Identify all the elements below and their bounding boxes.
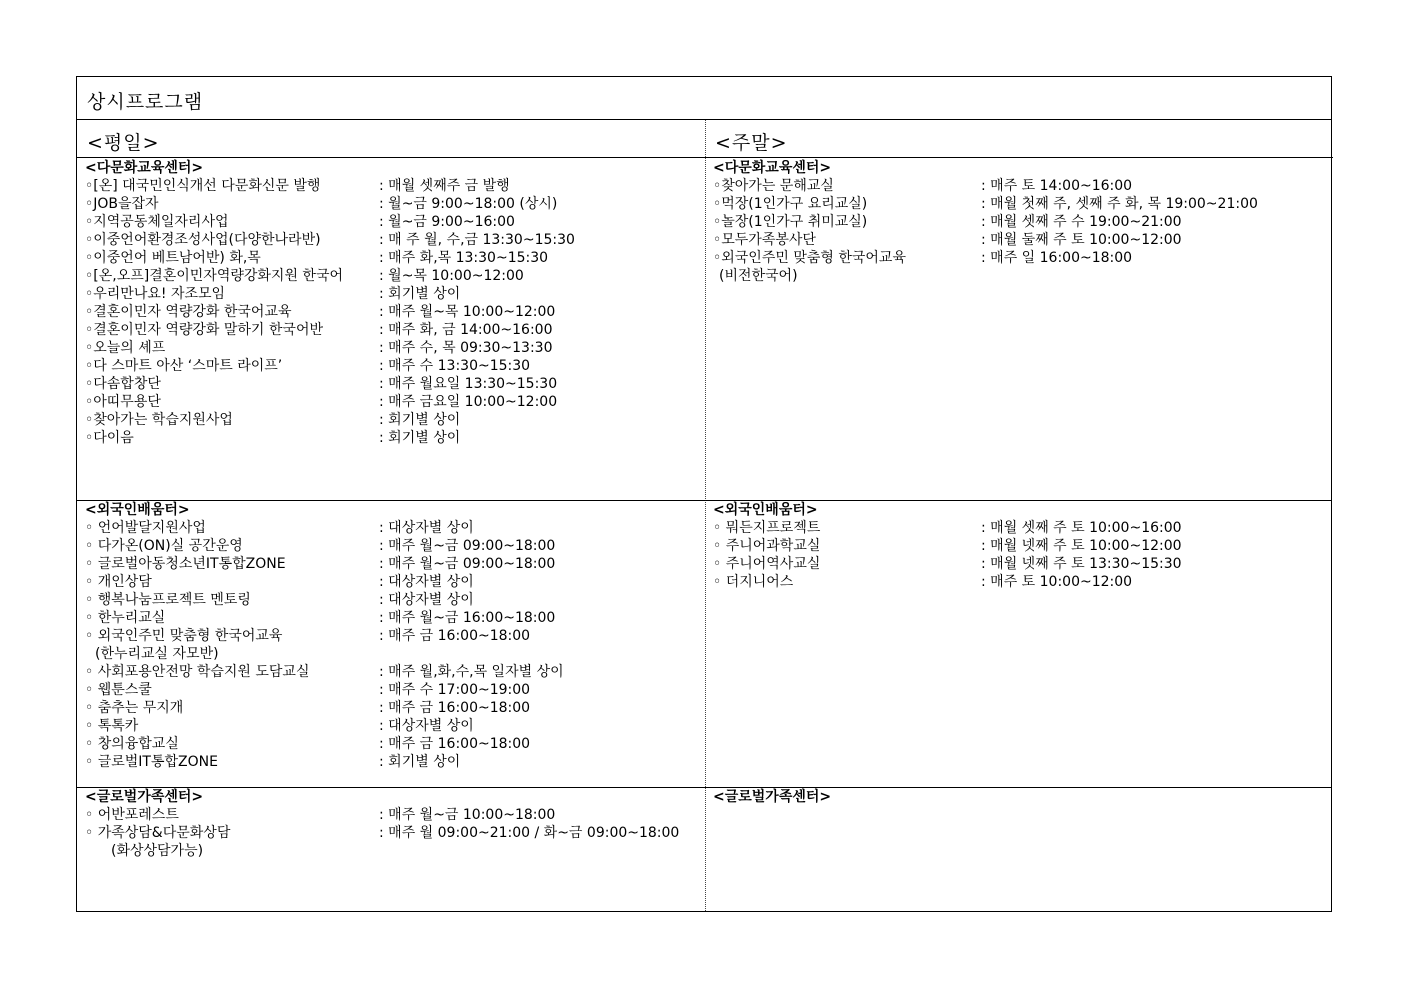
list-item (77, 267, 705, 285)
list-item (77, 213, 705, 231)
section-title: <외국인배움터> (85, 502, 190, 518)
list-item (77, 555, 705, 573)
list-item (77, 806, 705, 824)
program-schedule: : 월~금 9:00~18:00 (상시) (379, 196, 558, 212)
list-item (705, 267, 1333, 285)
program-schedule: : 매월 넷째 주 토 13:30~15:30 (981, 556, 1182, 572)
program-name: ◦아띠무용단 (85, 394, 161, 410)
program-table (76, 76, 1332, 912)
program-schedule: : 매주 월요일 13:30~15:30 (379, 376, 558, 392)
weekend-header (705, 120, 1333, 158)
list-item (77, 591, 705, 609)
program-schedule: : 대상자별 상이 (379, 718, 474, 734)
program-name: ◦[온] 대국민인식개선 다문화신문 발행 (85, 178, 321, 194)
program-schedule: : 대상자별 상이 (379, 592, 474, 608)
weekday-foreign-section (77, 501, 705, 771)
program-schedule: : 월~목 10:00~12:00 (379, 268, 524, 284)
program-schedule: : 매 주 월, 수,금 13:30~15:30 (379, 232, 575, 248)
list-item (77, 537, 705, 555)
section-title: <다문화교육센터> (85, 160, 204, 176)
program-schedule: : 회기별 상이 (379, 754, 461, 770)
program-name: ◦지역공동체일자리사업 (85, 214, 229, 230)
program-name: ◦ 외국인주민 맞춤형 한국어교육 (85, 628, 283, 644)
list-item (77, 645, 705, 663)
program-name: ◦ 뭐든지프로젝트 (713, 520, 821, 536)
list-item (77, 321, 705, 339)
list-item (77, 699, 705, 717)
program-name-continuation: (비전한국어) (719, 268, 798, 284)
title-row (77, 77, 1331, 120)
list-item (77, 303, 705, 321)
list-item (705, 555, 1333, 573)
weekday-label: <평일> (87, 132, 160, 154)
program-name: ◦ 사회포용안전망 학습지원 도담교실 (85, 664, 310, 680)
program-name: ◦다이음 (85, 430, 134, 446)
program-name: ◦ 주니어역사교실 (713, 556, 821, 572)
program-schedule: : 매주 월 09:00~21:00 / 화~금 09:00~18:00 (379, 825, 680, 841)
program-name: ◦ 창의융합교실 (85, 736, 179, 752)
section-title: <외국인배움터> (713, 502, 818, 518)
program-schedule: : 회기별 상이 (379, 286, 461, 302)
list-item (77, 231, 705, 249)
weekday-multicultural-section (77, 159, 705, 447)
list-item (77, 195, 705, 213)
program-schedule: : 매월 둘째 주 토 10:00~12:00 (981, 232, 1182, 248)
list-item (77, 339, 705, 357)
program-name: ◦ 행복나눔프로젝트 멘토링 (85, 592, 251, 608)
weekday-family-section (77, 788, 705, 860)
program-name: ◦ 웹툰스쿨 (85, 682, 152, 698)
list-item (77, 609, 705, 627)
program-name: ◦JOB을잡자 (85, 196, 159, 212)
program-schedule: : 매주 일 16:00~18:00 (981, 250, 1133, 266)
program-name: ◦결혼이민자 역량강화 한국어교육 (85, 304, 292, 320)
program-schedule: : 회기별 상이 (379, 412, 461, 428)
program-schedule: : 대상자별 상이 (379, 574, 474, 590)
list-item (77, 177, 705, 195)
list-item (77, 735, 705, 753)
program-schedule: : 대상자별 상이 (379, 520, 474, 536)
program-schedule: : 회기별 상이 (379, 430, 461, 446)
program-name: ◦결혼이민자 역량강화 말하기 한국어반 (85, 322, 323, 338)
program-schedule: : 매주 토 10:00~12:00 (981, 574, 1133, 590)
program-schedule: : 매주 월~금 16:00~18:00 (379, 610, 556, 626)
page-title: 상시프로그램 (87, 91, 204, 113)
program-schedule: : 매월 첫째 주, 셋째 주 화, 목 19:00~21:00 (981, 196, 1258, 212)
program-name-continuation: (화상상담가능) (111, 843, 204, 859)
weekend-foreign-section (705, 501, 1333, 591)
program-schedule: : 매주 월~금 10:00~18:00 (379, 807, 556, 823)
weekend-family-section (705, 788, 1333, 806)
program-schedule: : 매주 화, 금 14:00~16:00 (379, 322, 553, 338)
list-item (77, 753, 705, 771)
list-item (705, 213, 1333, 231)
list-item (705, 249, 1333, 267)
list-item (77, 357, 705, 375)
list-item (705, 573, 1333, 591)
program-schedule: : 매월 셋째 주 수 19:00~21:00 (981, 214, 1182, 230)
program-name: ◦ 어반포레스트 (85, 807, 179, 823)
program-schedule: : 매주 월~금 09:00~18:00 (379, 556, 556, 572)
program-schedule: : 매월 셋째주 금 발행 (379, 178, 510, 194)
program-schedule: : 매주 금요일 10:00~12:00 (379, 394, 558, 410)
list-item (77, 393, 705, 411)
list-item (77, 573, 705, 591)
list-item (77, 411, 705, 429)
program-name: ◦[온,오프]결혼이민자역량강화지원 한국어 (85, 268, 343, 284)
program-name: ◦ 글로벌IT통합ZONE (85, 754, 218, 770)
list-item (77, 663, 705, 681)
section-title: <다문화교육센터> (713, 160, 832, 176)
list-item (77, 824, 705, 842)
list-item (705, 177, 1333, 195)
program-schedule: : 매주 금 16:00~18:00 (379, 628, 531, 644)
program-schedule: : 매주 월~금 09:00~18:00 (379, 538, 556, 554)
program-name: ◦이중언어 베트남어반) 화,목 (85, 250, 261, 266)
program-name-continuation: (한누리교실 자모반) (95, 646, 219, 662)
program-name: ◦오늘의 셰프 (85, 340, 166, 356)
program-name: ◦외국인주민 맞춤형 한국어교육 (713, 250, 906, 266)
program-name: ◦다 스마트 아산 ‘스마트 라이프’ (85, 358, 283, 374)
list-item (77, 375, 705, 393)
list-item (77, 717, 705, 735)
program-name: ◦ 다가온(ON)실 공간운영 (85, 538, 243, 554)
program-schedule: : 매주 월,화,수,목 일자별 상이 (379, 664, 564, 680)
list-item (77, 681, 705, 699)
list-item (705, 537, 1333, 555)
program-name: ◦모두가족봉사단 (713, 232, 816, 248)
weekend-label: <주말> (715, 132, 788, 154)
program-schedule: : 매주 토 14:00~16:00 (981, 178, 1133, 194)
program-schedule: : 매월 셋째 주 토 10:00~16:00 (981, 520, 1182, 536)
program-schedule: : 매주 화,목 13:30~15:30 (379, 250, 549, 266)
program-schedule: : 매주 수 17:00~19:00 (379, 682, 531, 698)
list-item (77, 842, 705, 860)
program-schedule: : 매주 금 16:00~18:00 (379, 736, 531, 752)
program-name: ◦ 톡톡카 (85, 718, 139, 734)
program-schedule: : 매주 금 16:00~18:00 (379, 700, 531, 716)
program-name: ◦ 주니어과학교실 (713, 538, 821, 554)
list-item (77, 249, 705, 267)
weekday-header (77, 120, 705, 158)
weekend-multicultural-section (705, 159, 1333, 285)
list-item (705, 231, 1333, 249)
program-name: ◦ 가족상담&다문화상담 (85, 825, 231, 841)
list-item (77, 429, 705, 447)
program-schedule: : 매주 수 13:30~15:30 (379, 358, 531, 374)
program-name: ◦ 더지니어스 (713, 574, 794, 590)
program-name: ◦ 개인상담 (85, 574, 152, 590)
program-name: ◦이중언어환경조성사업(다양한나라반) (85, 232, 321, 248)
program-name: ◦ 언어발달지원사업 (85, 520, 206, 536)
list-item (705, 519, 1333, 537)
list-item (77, 627, 705, 645)
program-name: ◦다솜합창단 (85, 376, 161, 392)
program-name: ◦ 한누리교실 (85, 610, 166, 626)
program-name: ◦놀장(1인가구 취미교실) (713, 214, 868, 230)
program-name: ◦찾아가는 학습지원사업 (85, 412, 233, 428)
list-item (77, 285, 705, 303)
section-title: <글로벌가족센터> (85, 789, 204, 805)
program-schedule: : 매주 월~목 10:00~12:00 (379, 304, 556, 320)
program-name: ◦찾아가는 문해교실 (713, 178, 834, 194)
program-schedule: : 월~금 9:00~16:00 (379, 214, 515, 230)
program-name: ◦먹장(1인가구 요리교실) (713, 196, 868, 212)
program-name: ◦우리만나요! 자조모임 (85, 286, 226, 302)
program-schedule: : 매월 넷째 주 토 10:00~12:00 (981, 538, 1182, 554)
section-title: <글로벌가족센터> (713, 789, 832, 805)
list-item (77, 519, 705, 537)
program-schedule: : 매주 수, 목 09:30~13:30 (379, 340, 553, 356)
program-name: ◦ 글로벌아동청소년IT통합ZONE (85, 556, 286, 572)
list-item (705, 195, 1333, 213)
program-name: ◦ 춤추는 무지개 (85, 700, 184, 716)
